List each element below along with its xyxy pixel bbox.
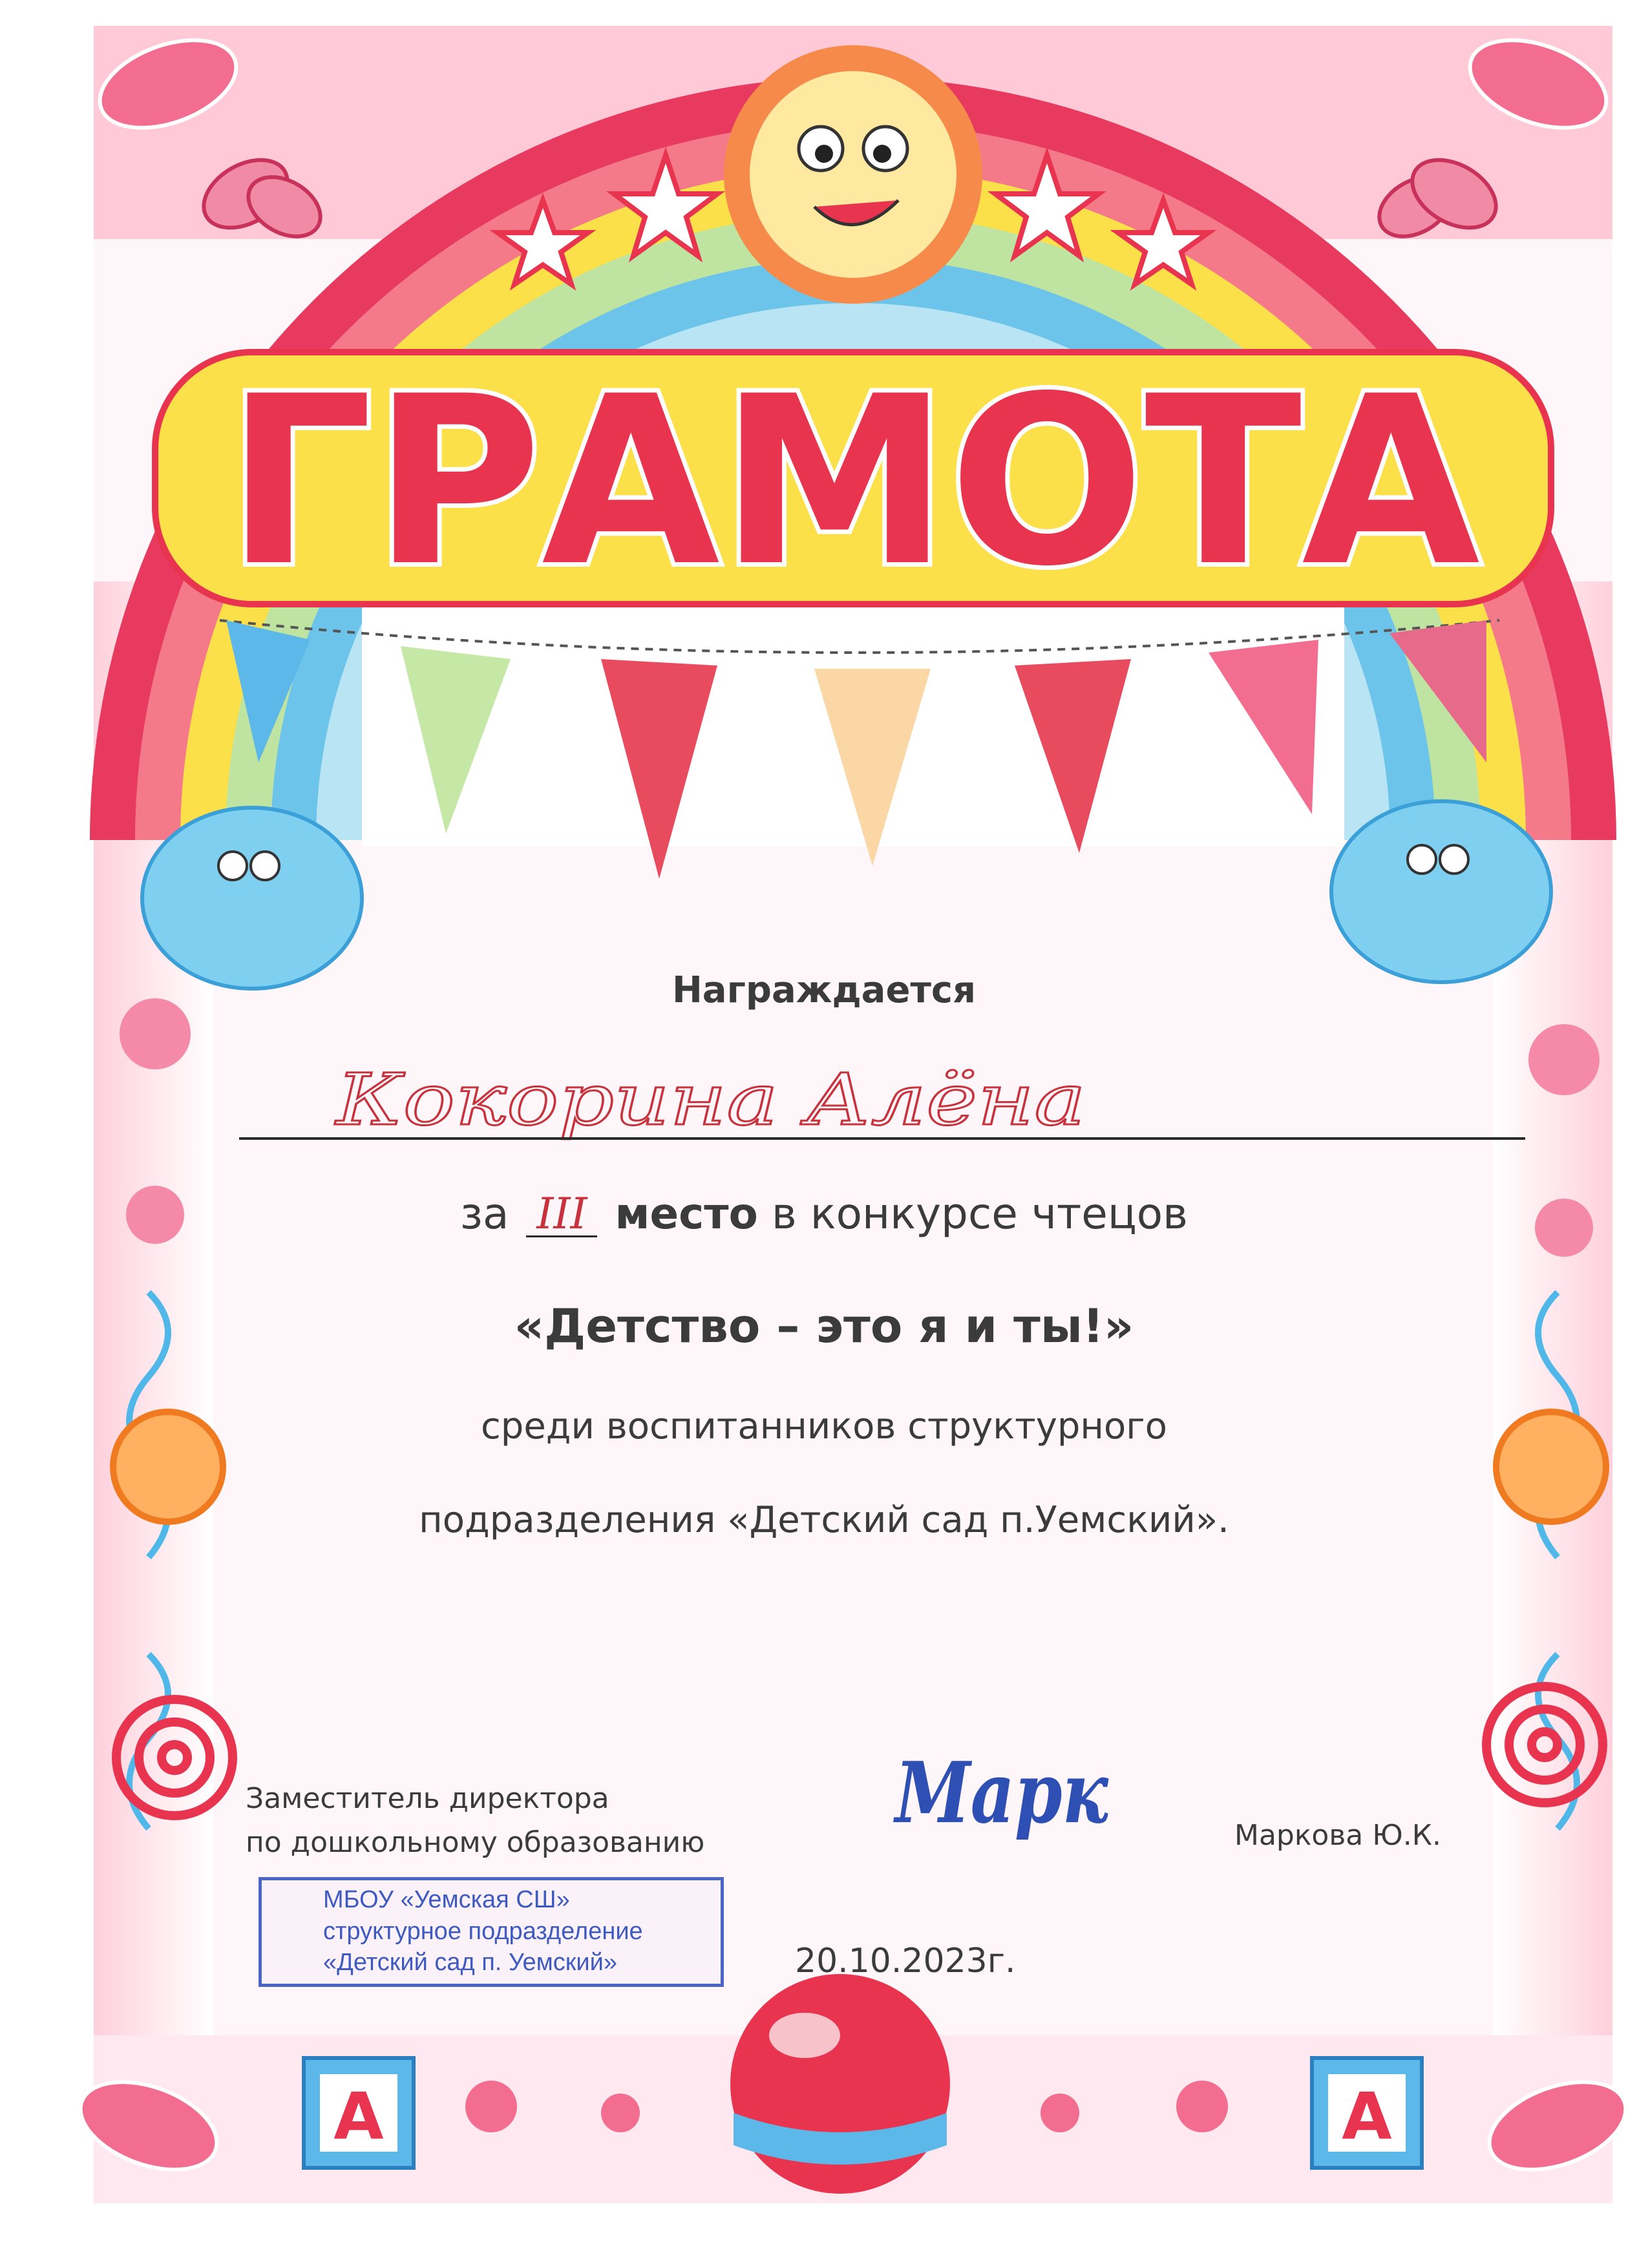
recipient-name-handwritten: Кокорина Алёна <box>334 1058 1086 1141</box>
stamp-line-3: «Детский сад п. Уемский» <box>323 1949 617 1977</box>
among-line-2: подразделения «Детский сад п.Уемский». <box>419 1499 1229 1541</box>
place-number-handwritten: III <box>526 1193 597 1237</box>
place-suffix: в конкурсе чтецов <box>771 1189 1188 1239</box>
stamp-line-2: структурное подразделение <box>323 1917 643 1945</box>
stamp-line-1: МБОУ «Уемская СШ» <box>323 1886 570 1913</box>
contest-name: «Детство – это я и ты!» <box>514 1299 1134 1353</box>
svg-text:A: A <box>1342 2079 1392 2154</box>
heading-text: ГРАМОТА <box>226 346 1482 617</box>
signatory-title-line-1: Заместитель директора <box>246 1782 609 1815</box>
signatory-title-line-2: по дошкольному образованию <box>246 1826 705 1860</box>
among-line-1: среди воспитанников структурного <box>480 1405 1167 1447</box>
signatory-title <box>246 1777 704 1865</box>
signatory-name: Маркова Ю.К. <box>1234 1819 1441 1852</box>
place-line <box>0 1189 1648 1239</box>
svg-text:A: A <box>333 2079 384 2154</box>
issue-date: 20.10.2023г. <box>795 1942 1016 1980</box>
ball-icon <box>730 1974 950 2194</box>
institution-stamp <box>259 1877 724 1987</box>
certificate-heading <box>155 346 1551 617</box>
recipient-name-line <box>239 1137 1525 1140</box>
place-prefix: за <box>460 1189 509 1239</box>
signature-handwritten: Марк <box>893 1743 1109 1842</box>
sun-icon <box>724 45 982 304</box>
awarded-label: Награждается <box>671 969 977 1011</box>
place-word: место <box>615 1189 758 1239</box>
